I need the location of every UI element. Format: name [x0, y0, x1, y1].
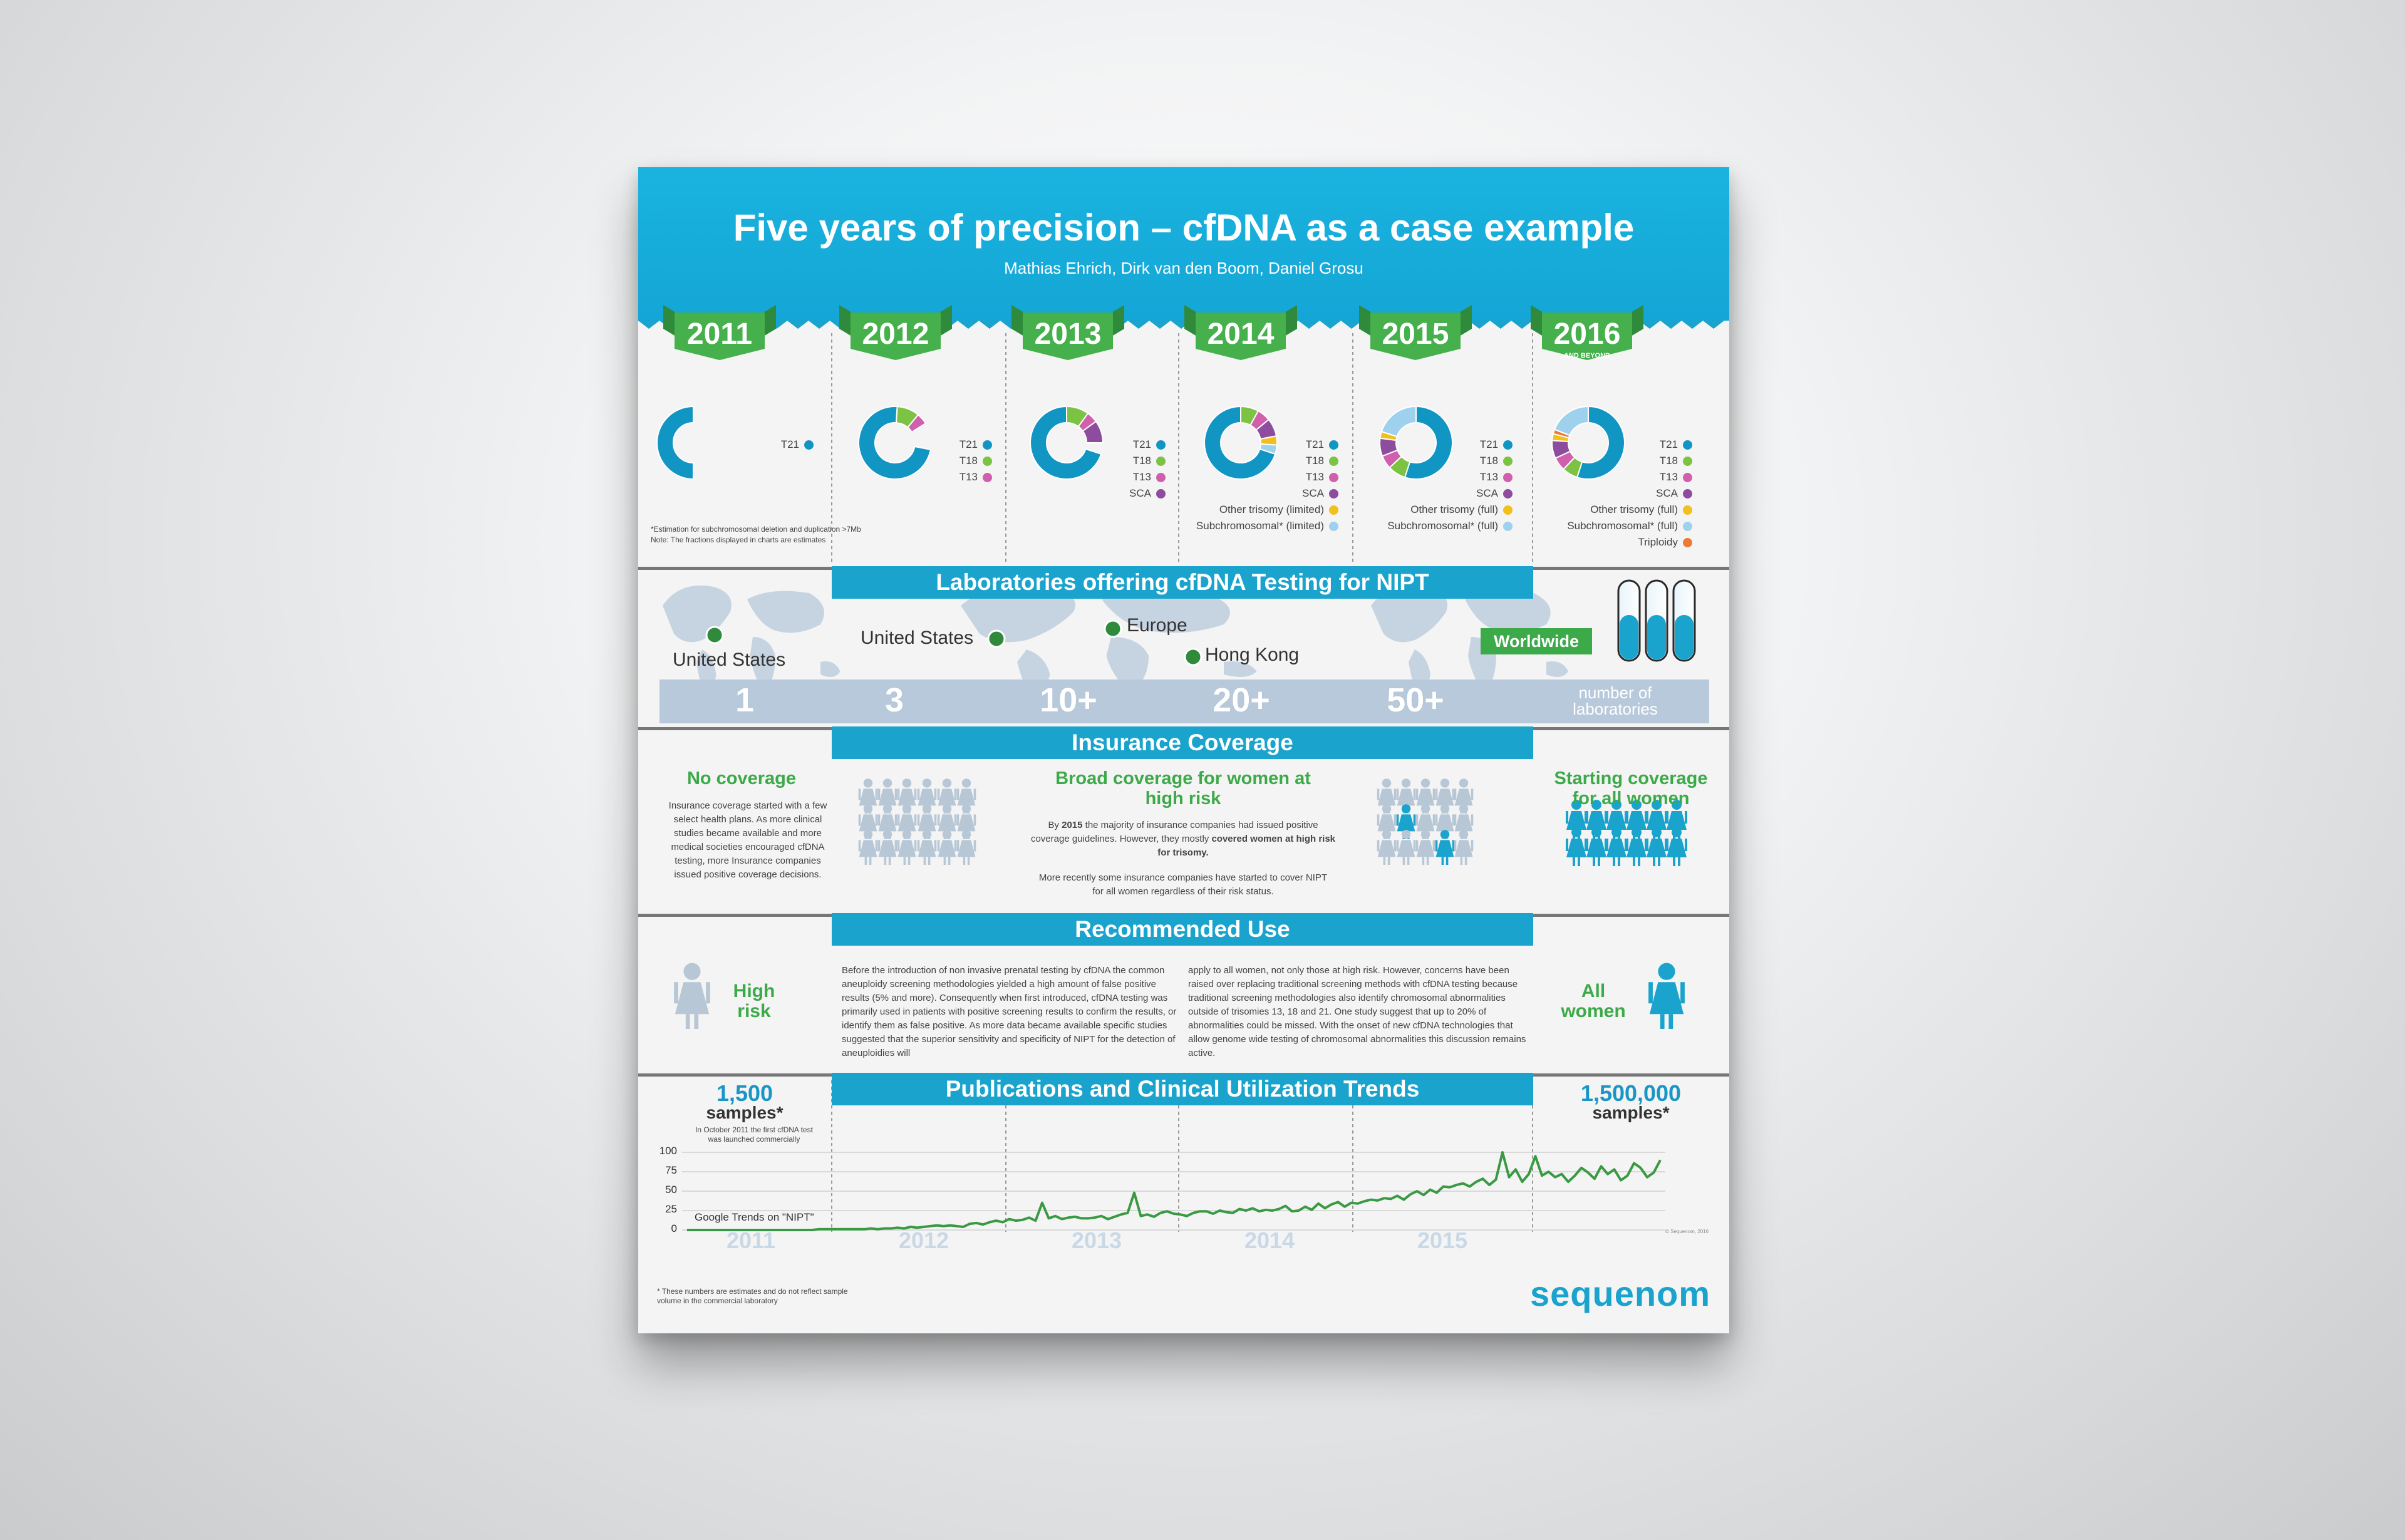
legend-label: T21 [1659, 438, 1678, 450]
legend-label: T13 [959, 471, 978, 483]
legend-item [1533, 485, 1692, 502]
broad-coverage-text-2: More recently some insurance companies have started to cover NIPT for all women regardless of their risk status. [1038, 872, 1328, 897]
woman-icon [1626, 827, 1647, 866]
place-us-2011: United States [673, 649, 786, 670]
legend-item [1179, 469, 1338, 485]
legend-swatch-icon [1683, 522, 1692, 531]
location-marker-icon [988, 631, 1005, 647]
legend-swatch-icon [1156, 473, 1166, 482]
woman-icon [1454, 830, 1474, 865]
y-tick: 50 [665, 1184, 677, 1196]
legend-item [1006, 485, 1166, 502]
year-label-2011: 2011 [686, 318, 753, 351]
legend-swatch-icon [1329, 457, 1338, 466]
legend-swatch-icon [1329, 440, 1338, 450]
legend-swatch-icon [1156, 440, 1166, 450]
lab-count-2013: 10+ [1040, 681, 1097, 719]
lab-count-2015: 50+ [1387, 681, 1444, 719]
legend-label: T21 [1305, 438, 1324, 450]
woman-icon [938, 830, 957, 865]
text-span: 2015 [1062, 820, 1083, 830]
right-sample-number: 1,500,000 [1580, 1080, 1682, 1106]
y-tick: 75 [665, 1164, 677, 1176]
woman-icon [957, 830, 976, 865]
legend-label: T21 [959, 438, 978, 450]
legend-label: Subchromosomal* (full) [1567, 520, 1678, 532]
legend-label: T18 [1132, 455, 1151, 467]
chart-legend [1006, 437, 1166, 502]
year-label-2012: 2012 [862, 318, 929, 351]
donut-slice [1554, 406, 1588, 435]
insurance-title: Insurance Coverage [832, 726, 1533, 759]
woman-icon [1435, 830, 1455, 865]
no-coverage-title: No coverage [686, 768, 797, 788]
poster-authors: Mathias Ehrich, Dirk van den Boom, Daniel Grosu [1004, 259, 1363, 277]
recommended-col-2: apply to all women, not only those at high risk. However, concerns have been raised over replacing traditional screening methods with cfDNA testing because traditional screening methodologies also identify chromosomal abnormalities outside of trisomies 13, 18 and 21. One study suggest that up to 20% of abnormalities could be missed. With the onset of new cfDNA technologies that allow genome wide testing of chromosomal abnormalities this discussion remains active. [1188, 965, 1526, 1058]
chart-legend [832, 437, 992, 485]
lab-count-label: number of laboratories [1573, 683, 1658, 718]
world-map-shape [1546, 661, 1568, 677]
location-marker-icon [1185, 649, 1201, 665]
legend-item [1179, 453, 1338, 469]
legend-swatch-icon [1683, 489, 1692, 499]
legend-swatch-icon [1503, 440, 1513, 450]
legend-label: T18 [1479, 455, 1498, 467]
location-marker-icon [706, 627, 723, 643]
legend-label: SCA [1476, 487, 1498, 499]
legend-item [1006, 437, 1166, 453]
y-tick: 0 [671, 1222, 677, 1234]
legend-item [1353, 485, 1513, 502]
legend-item [1353, 453, 1513, 469]
starting-coverage-title: Starting coverage for all women [1554, 768, 1708, 809]
broad-coverage-title: Broad coverage for women at high risk [1055, 768, 1311, 809]
left-sample-number: 1,500 [716, 1080, 773, 1106]
legend-swatch-icon [1503, 457, 1513, 466]
legend-item [832, 437, 992, 453]
legend-swatch-icon [1503, 489, 1513, 499]
chart-legend [763, 437, 814, 453]
legend-label: T21 [1479, 438, 1498, 450]
world-map-shape [820, 661, 840, 677]
legend-swatch-icon [983, 473, 992, 482]
year-label-2013: 2013 [1034, 318, 1102, 351]
legend-swatch-icon [1329, 505, 1338, 515]
woman-icon [1397, 830, 1416, 865]
text-span: covered women at high risk for trisomy. [1157, 834, 1336, 858]
legend-swatch-icon [1683, 538, 1692, 547]
footnote-line: *Estimation for subchromosomal deletion and duplication >7Mb [651, 525, 861, 534]
legend-label: T18 [959, 455, 978, 467]
legend-item [1533, 534, 1692, 550]
left-sample-note: In October 2011 the first cfDNA test was launched commercially [695, 1125, 813, 1144]
legend-label: T18 [1659, 455, 1678, 467]
woman-icon [1416, 830, 1435, 865]
poster-title: Five years of precision – cfDNA as a case example [733, 207, 1635, 249]
legend-swatch-icon [1683, 457, 1692, 466]
footnote-line: Note: The fractions displayed in charts are estimates [651, 535, 826, 544]
legend-item [1179, 485, 1338, 502]
recommended-title: Recommended Use [832, 913, 1533, 946]
legend-item [1353, 518, 1513, 534]
legend-swatch-icon [983, 457, 992, 466]
footnote-top [651, 524, 976, 545]
lab-count-2014: 20+ [1213, 681, 1270, 719]
year-label-2014: 2014 [1207, 318, 1275, 351]
x-tick-2015: 2015 [1417, 1227, 1468, 1253]
worldwide-badge: Worldwide [1481, 628, 1592, 654]
woman-icon [859, 830, 878, 865]
legend-swatch-icon [1329, 473, 1338, 482]
legend-label: SCA [1656, 487, 1678, 499]
woman-icon [1606, 827, 1627, 866]
legend-item [1353, 502, 1513, 518]
woman-icon [674, 963, 710, 1029]
legend-swatch-icon [1329, 489, 1338, 499]
legend-swatch-icon [804, 440, 814, 450]
woman-icon [1586, 827, 1607, 866]
chart-credit: © Sequenom, 2016 [1665, 1229, 1709, 1234]
location-marker-icon [1105, 621, 1121, 637]
legend-label: T21 [1132, 438, 1151, 450]
woman-icon [1377, 830, 1397, 865]
x-tick-2014: 2014 [1244, 1227, 1295, 1253]
legend-label: Other trisomy (full) [1590, 504, 1678, 515]
legend-label: SCA [1129, 487, 1151, 499]
legend-swatch-icon [983, 440, 992, 450]
text-span: the majority of insurance companies had issued positive coverage guidelines. However, they mostly [1030, 820, 1318, 844]
woman-icon [1566, 827, 1587, 866]
legend-swatch-icon [1156, 489, 1166, 499]
x-tick-2013: 2013 [1071, 1227, 1122, 1253]
donut-slice [1382, 406, 1416, 437]
legend-item [832, 453, 992, 469]
legend-item [1533, 437, 1692, 453]
woman-icon [1646, 827, 1667, 866]
y-tick: 25 [665, 1203, 677, 1215]
legend-item [1006, 469, 1166, 485]
legend-label: Subchromosomal* (full) [1387, 520, 1498, 532]
x-tick-2012: 2012 [898, 1227, 949, 1253]
legend-item [1533, 502, 1692, 518]
legend-item [1353, 469, 1513, 485]
legend-item [1179, 518, 1338, 534]
year-sublabel: AND BEYOND [1564, 352, 1610, 359]
legend-item [763, 437, 814, 453]
woman-icon [897, 830, 917, 865]
place-hong-kong: Hong Kong [1205, 644, 1300, 665]
legend-item [1179, 437, 1338, 453]
legend-swatch-icon [1503, 522, 1513, 531]
legend-item [1179, 502, 1338, 518]
legend-label: SCA [1302, 487, 1324, 499]
series-label: Google Trends on "NIPT" [695, 1211, 814, 1223]
legend-item [1533, 453, 1692, 469]
place-europe: Europe [1127, 615, 1187, 636]
legend-swatch-icon [1503, 505, 1513, 515]
woman-icon [918, 830, 937, 865]
legend-label: Subchromosomal* (limited) [1196, 520, 1324, 532]
legend-item [1353, 437, 1513, 453]
lab-count-2012: 3 [884, 681, 904, 719]
chart-legend [1179, 437, 1338, 534]
year-label-2015: 2015 [1382, 318, 1449, 351]
legend-item [1006, 453, 1166, 469]
y-tick: 100 [659, 1145, 677, 1157]
legend-swatch-icon [1503, 473, 1513, 482]
sequenom-logo: sequenom [1530, 1274, 1711, 1313]
text-span: By [1048, 820, 1062, 830]
chart-legend [1533, 437, 1692, 550]
legend-label: Other trisomy (full) [1410, 504, 1498, 515]
legend-label: T21 [780, 438, 799, 450]
left-sample-unit: samples* [706, 1103, 784, 1122]
publications-title: Publications and Clinical Utilization Trends [832, 1073, 1533, 1105]
world-map-shape [747, 591, 824, 633]
legend-swatch-icon [1683, 440, 1692, 450]
x-tick-2011: 2011 [726, 1227, 776, 1253]
broad-coverage-text-1 [1030, 819, 1337, 860]
labs-title: Laboratories offering cfDNA Testing for NIPT [832, 566, 1533, 599]
all-women-label: All women [1561, 981, 1626, 1021]
high-risk-label: High risk [733, 981, 775, 1021]
year-label-2016: 2016 [1553, 318, 1621, 351]
woman-icon [1666, 827, 1687, 866]
legend-item [832, 469, 992, 485]
legend-swatch-icon [1329, 522, 1338, 531]
legend-label: T13 [1305, 471, 1324, 483]
poster [638, 167, 1729, 1333]
legend-label: T13 [1479, 471, 1498, 483]
legend-item [1533, 518, 1692, 534]
legend-swatch-icon [1683, 505, 1692, 515]
woman-icon [878, 830, 897, 865]
chart-legend [1353, 437, 1513, 534]
legend-label: Other trisomy (limited) [1219, 504, 1324, 515]
lab-count-2011: 1 [735, 681, 755, 719]
right-sample-unit: samples* [1592, 1103, 1670, 1122]
legend-label: T13 [1659, 471, 1678, 483]
no-coverage-text: Insurance coverage started with a few select health plans. As more clinical studies became available and more medical societies encouraged cfDNA testing, more Insurance companies issued positive coverage decisions. [668, 800, 827, 880]
legend-label: T18 [1305, 455, 1324, 467]
recommended-col-1: Before the introduction of non invasive prenatal testing by cfDNA the common aneuploidy screening methodologies yielded a high amount of false positive results (5% and more). Consequently when first introduced, cfDNA testing was primarily used in patients with positive screening results to confirm the results, or identify them as false positive. As more data became available specific studies suggested that the superior sensitivity and specificity of NIPT for the detection of aneuploidies will [842, 965, 1177, 1058]
donut-slice [657, 406, 693, 479]
legend-item [1533, 469, 1692, 485]
legend-label: Triploidy [1638, 536, 1678, 548]
bottom-footnote: * These numbers are estimates and do not reflect sample volume in the commercial laboratory [657, 1287, 848, 1305]
place-us-2012: United States [861, 628, 974, 648]
legend-label: T13 [1132, 471, 1151, 483]
woman-icon [1648, 963, 1685, 1029]
legend-swatch-icon [1683, 473, 1692, 482]
legend-swatch-icon [1156, 457, 1166, 466]
test-tubes [1618, 581, 1695, 661]
